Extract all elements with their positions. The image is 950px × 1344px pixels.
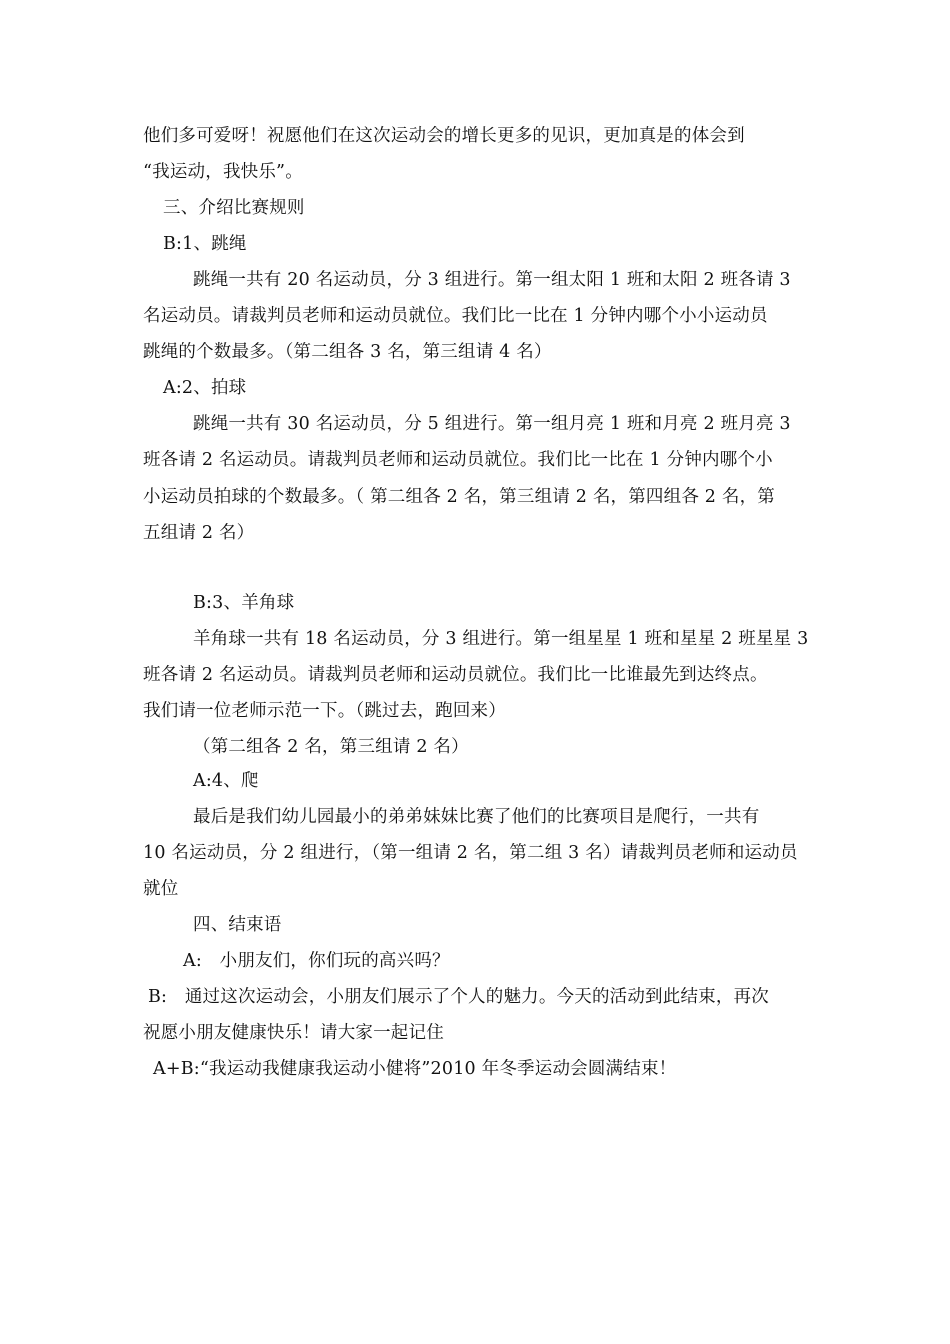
paragraph-line-crawl-3: 就位 [143,879,179,899]
subsection-heading-ball-bounce: A:2、拍球 [163,378,247,398]
subsection-heading-crawl: A:4、爬 [193,771,259,791]
paragraph-line-intro-1: 他们多可爱呀！祝愿他们在这次运动会的增长更多的见识，更加真是的体会到 [143,126,745,146]
paragraph-line-hop-ball-3: 我们请一位老师示范一下。（跳过去，跑回来） [143,701,506,721]
subsection-heading-jump-rope: B:1、跳绳 [163,234,247,254]
paragraph-line-crawl-2: 10 名运动员，分 2 组进行，（第一组请 2 名，第二组 3 名）请裁判员老师和运动员 [143,843,798,863]
dialogue-line-a-b: A+B:“我运动我健康我运动小健将”2010 年冬季运动会圆满结束！ [153,1059,677,1079]
paragraph-line-jump-rope-2: 名运动员。请裁判员老师和运动员就位。我们比一比在 1 分钟内哪个小小运动员 [143,306,768,326]
paragraph-line-ball-bounce-4: 五组请 2 名） [143,523,255,543]
paragraph-line-hop-ball-2: 班各请 2 名运动员。请裁判员老师和运动员就位。我们比一比谁最先到达终点。 [143,665,768,685]
paragraph-line-jump-rope-1: 跳绳一共有 20 名运动员，分 3 组进行。第一组太阳 1 班和太阳 2 班各请 3 [193,270,791,290]
dialogue-line-b-2: 祝愿小朋友健康快乐！请大家一起记住 [143,1023,444,1043]
section-heading-rules: 三、介绍比赛规则 [163,198,305,218]
dialogue-line-b-1: B: 通过这次运动会，小朋友们展示了个人的魅力。今天的活动到此结束，再次 [148,987,769,1007]
subsection-heading-hop-ball: B:3、羊角球 [193,593,295,613]
section-heading-closing: 四、结束语 [193,915,282,935]
paragraph-line-intro-2: “我运动，我快乐”。 [143,162,303,182]
paragraph-line-ball-bounce-1: 跳绳一共有 30 名运动员，分 5 组进行。第一组月亮 1 班和月亮 2 班月亮 3 [193,414,791,434]
dialogue-line-a: A: 小朋友们，你们玩的高兴吗？ [183,951,450,971]
paragraph-line-ball-bounce-2: 班各请 2 名运动员。请裁判员老师和运动员就位。我们比一比在 1 分钟内哪个小 [143,450,773,470]
paragraph-line-jump-rope-3: 跳绳的个数最多。（第二组各 3 名，第三组请 4 名） [143,342,552,362]
paragraph-line-hop-ball-1: 羊角球一共有 18 名运动员，分 3 组进行。第一组星星 1 班和星星 2 班星星 3 [193,629,809,649]
paragraph-line-hop-ball-4: （第二组各 2 名，第三组请 2 名） [193,737,469,757]
paragraph-line-ball-bounce-3: 小运动员拍球的个数最多。（ 第二组各 2 名，第三组请 2 名，第四组各 2 名，第 [143,487,775,507]
paragraph-line-crawl-1: 最后是我们幼儿园最小的弟弟妹妹比赛了他们的比赛项目是爬行，一共有 [193,807,760,827]
